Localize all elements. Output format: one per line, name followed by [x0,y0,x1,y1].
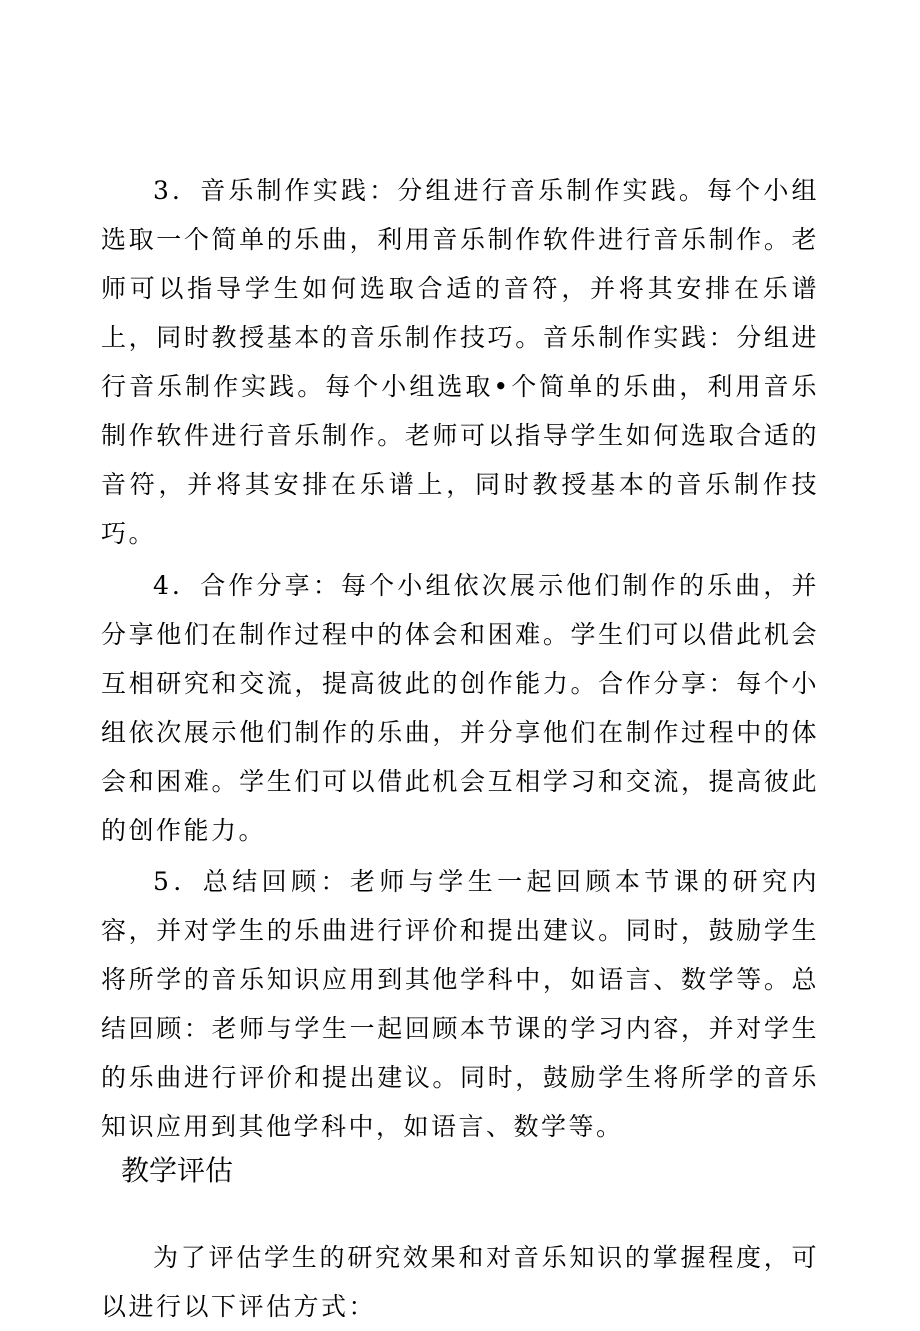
section-heading-teaching-evaluation: 教学评估 [121,1154,234,1187]
document-body [101,166,819,1331]
paragraph-summary-review: 5．总结回顾：老师与学生一起回顾本节课的研究内容，并对学生的乐曲进行评价和提出建议。同时，鼓励学生将所学的音乐知识应用到其他学科中，如语言、数学等。总结回顾：老师与学生一起回顾本节课的学习内容，并对学生的乐曲进行评价和提出建议。同时，鼓励学生将所学的音乐知识应用到其他学科中，如语言、数学等。 [101,867,819,1141]
paragraph-collaborative-sharing: 4．合作分享：每个小组依次展示他们制作的乐曲，并分享他们在制作过程中的体会和困难。学生们可以借此机会互相研究和交流，提高彼此的创作能力。合作分享：每个小组依次展示他们制作的乐曲，并分享他们在制作过程中的体会和困难。学生们可以借此机会互相学习和交流，提高彼此的创作能力。 [101,571,819,845]
paragraph-evaluation-intro: 为了评估学生的研究效果和对音乐知识的掌握程度，可以进行以下评估方式： [101,1243,819,1321]
paragraph-music-production-practice: 3．音乐制作实践：分组进行音乐制作实践。每个小组选取一个简单的乐曲，利用音乐制作软件进行音乐制作。老师可以指导学生如何选取合适的音符，并将其安排在乐谱上，同时教授基本的音乐制作技巧。音乐制作实践：分组进行音乐制作实践。每个小组选取•个简单的乐曲，利用音乐制作软件进行音乐制作。老师可以指导学生如何选取合适的音符，并将其安排在乐谱上，同时教授基本的音乐制作技巧。 [101,176,819,548]
